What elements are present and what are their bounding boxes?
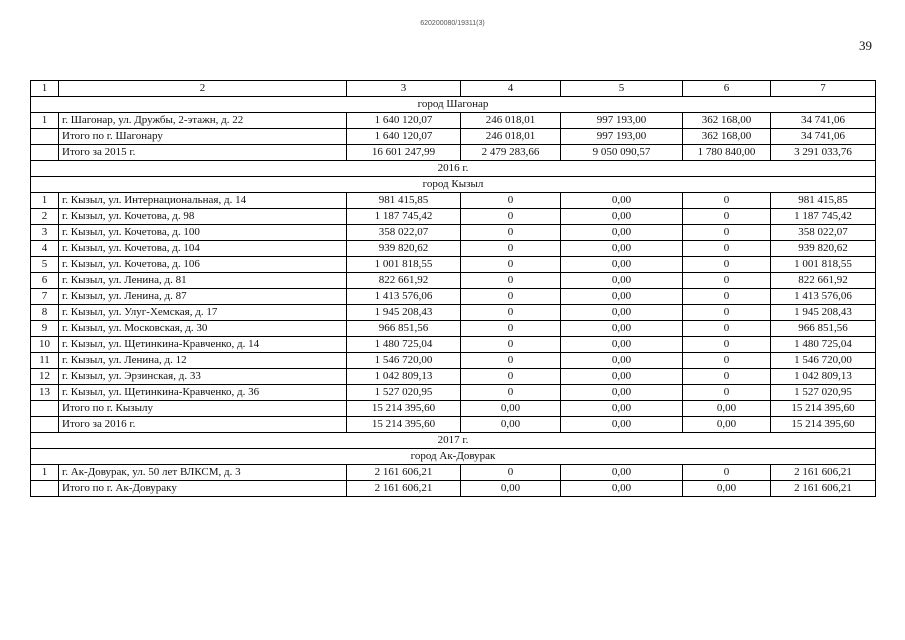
amount-total: 1 640 120,07 (347, 129, 461, 145)
row-number: 12 (31, 369, 59, 385)
amount-total: 1 640 120,07 (347, 113, 461, 129)
amount-col5: 0,00 (561, 417, 683, 433)
address-cell: г. Кызыл, ул. Кочетова, д. 106 (59, 257, 347, 273)
amount-col6: 362 168,00 (683, 113, 771, 129)
row-number: 3 (31, 225, 59, 241)
amount-col4: 0 (461, 257, 561, 273)
table-row (31, 337, 876, 353)
table-row (31, 465, 876, 481)
amount-col4: 0 (461, 337, 561, 353)
amount-col7: 1 001 818,55 (771, 257, 876, 273)
section-header-row (31, 433, 876, 449)
address-cell: г. Кызыл, ул. Эрзинская, д. 33 (59, 369, 347, 385)
row-number: 9 (31, 321, 59, 337)
table-row (31, 385, 876, 401)
amount-col6: 1 780 840,00 (683, 145, 771, 161)
amount-col4: 0 (461, 193, 561, 209)
amount-col4: 0 (461, 353, 561, 369)
amount-col7: 1 480 725,04 (771, 337, 876, 353)
amount-col4: 0 (461, 465, 561, 481)
table-row (31, 321, 876, 337)
amount-col6: 0 (683, 209, 771, 225)
address-cell: г. Кызыл, ул. Ленина, д. 12 (59, 353, 347, 369)
amount-total: 1 945 208,43 (347, 305, 461, 321)
amount-col5: 0,00 (561, 193, 683, 209)
amount-col4: 0,00 (461, 401, 561, 417)
amount-total: 1 413 576,06 (347, 289, 461, 305)
amount-col4: 0 (461, 321, 561, 337)
amount-col4: 0 (461, 385, 561, 401)
amount-col6: 0 (683, 273, 771, 289)
amount-col7: 2 161 606,21 (771, 481, 876, 497)
amount-col4: 246 018,01 (461, 113, 561, 129)
amount-col6: 0 (683, 289, 771, 305)
amount-col4: 246 018,01 (461, 129, 561, 145)
section-header-row (31, 97, 876, 113)
row-number: 8 (31, 305, 59, 321)
address-cell: г. Кызыл, ул. Щетинкина-Кравченко, д. 36 (59, 385, 347, 401)
column-header: 1 (31, 81, 59, 97)
amount-col7: 2 161 606,21 (771, 465, 876, 481)
address-cell: г. Кызыл, ул. Ленина, д. 81 (59, 273, 347, 289)
address-cell: Итого по г. Шагонару (59, 129, 347, 145)
amount-col6: 362 168,00 (683, 129, 771, 145)
amount-col4: 0,00 (461, 481, 561, 497)
amount-col5: 0,00 (561, 241, 683, 257)
amount-col4: 0,00 (461, 417, 561, 433)
page-number: 39 (859, 38, 872, 53)
address-cell: г. Кызыл, ул. Кочетова, д. 104 (59, 241, 347, 257)
table-row (31, 305, 876, 321)
section-title: 2016 г. (31, 161, 876, 177)
row-number: 1 (31, 113, 59, 129)
column-header: 4 (461, 81, 561, 97)
amount-col5: 9 050 090,57 (561, 145, 683, 161)
amount-total: 1 527 020,95 (347, 385, 461, 401)
amount-col5: 0,00 (561, 273, 683, 289)
amount-col5: 0,00 (561, 481, 683, 497)
address-cell: г. Ак-Довурак, ул. 50 лет ВЛКСМ, д. 3 (59, 465, 347, 481)
amount-col7: 3 291 033,76 (771, 145, 876, 161)
amount-col7: 15 214 395,60 (771, 417, 876, 433)
table-row (31, 417, 876, 433)
section-header-row (31, 177, 876, 193)
amount-col6: 0 (683, 305, 771, 321)
amount-col7: 34 741,06 (771, 129, 876, 145)
amount-total: 822 661,92 (347, 273, 461, 289)
amount-total: 1 546 720,00 (347, 353, 461, 369)
section-title: город Шагонар (31, 97, 876, 113)
amount-col6: 0 (683, 369, 771, 385)
table-row (31, 289, 876, 305)
column-header: 5 (561, 81, 683, 97)
amount-col5: 0,00 (561, 305, 683, 321)
amount-col7: 15 214 395,60 (771, 401, 876, 417)
table-row (31, 257, 876, 273)
row-number (31, 417, 59, 433)
section-header-row (31, 449, 876, 465)
amount-col7: 981 415,85 (771, 193, 876, 209)
amount-col6: 0,00 (683, 401, 771, 417)
address-cell: г. Кызыл, ул. Кочетова, д. 100 (59, 225, 347, 241)
section-title: город Кызыл (31, 177, 876, 193)
column-header: 3 (347, 81, 461, 97)
amount-col7: 358 022,07 (771, 225, 876, 241)
amount-total: 981 415,85 (347, 193, 461, 209)
amount-col7: 1 527 020,95 (771, 385, 876, 401)
amount-total: 1 001 818,55 (347, 257, 461, 273)
amount-total: 2 161 606,21 (347, 481, 461, 497)
row-number: 13 (31, 385, 59, 401)
amount-col4: 0 (461, 289, 561, 305)
amount-col4: 0 (461, 209, 561, 225)
table-row (31, 401, 876, 417)
table-row (31, 225, 876, 241)
amount-col5: 0,00 (561, 209, 683, 225)
amount-col5: 0,00 (561, 353, 683, 369)
amount-col5: 997 193,00 (561, 113, 683, 129)
amount-col5: 0,00 (561, 401, 683, 417)
table-row (31, 353, 876, 369)
amount-total: 1 187 745,42 (347, 209, 461, 225)
amount-col6: 0 (683, 321, 771, 337)
row-number: 7 (31, 289, 59, 305)
column-number-row (31, 81, 876, 97)
amount-col6: 0 (683, 465, 771, 481)
table-row (31, 113, 876, 129)
amount-col5: 997 193,00 (561, 129, 683, 145)
document-id: 620200080/19311(3) (420, 20, 485, 27)
amount-col4: 0 (461, 241, 561, 257)
column-header: 2 (59, 81, 347, 97)
amount-col7: 822 661,92 (771, 273, 876, 289)
row-number: 1 (31, 465, 59, 481)
table-row (31, 273, 876, 289)
amount-col7: 1 187 745,42 (771, 209, 876, 225)
address-cell: Итого по г. Кызылу (59, 401, 347, 417)
row-number (31, 145, 59, 161)
address-cell: г. Кызыл, ул. Интернациональная, д. 14 (59, 193, 347, 209)
amount-total: 15 214 395,60 (347, 401, 461, 417)
amount-col6: 0 (683, 257, 771, 273)
table-row (31, 369, 876, 385)
amount-col5: 0,00 (561, 369, 683, 385)
amount-col7: 1 945 208,43 (771, 305, 876, 321)
amount-col4: 0 (461, 225, 561, 241)
amount-col6: 0,00 (683, 417, 771, 433)
amount-col7: 1 042 809,13 (771, 369, 876, 385)
row-number: 1 (31, 193, 59, 209)
row-number: 6 (31, 273, 59, 289)
table-row (31, 145, 876, 161)
amount-total: 2 161 606,21 (347, 465, 461, 481)
amount-col5: 0,00 (561, 321, 683, 337)
row-number: 11 (31, 353, 59, 369)
amount-col5: 0,00 (561, 257, 683, 273)
section-title: 2017 г. (31, 433, 876, 449)
amount-total: 1 042 809,13 (347, 369, 461, 385)
amount-col7: 1 413 576,06 (771, 289, 876, 305)
address-cell: Итого за 2015 г. (59, 145, 347, 161)
table-row (31, 481, 876, 497)
amount-col6: 0 (683, 337, 771, 353)
row-number: 10 (31, 337, 59, 353)
table-row (31, 209, 876, 225)
address-cell: г. Шагонар, ул. Дружбы, 2-этажн, д. 22 (59, 113, 347, 129)
row-number (31, 401, 59, 417)
row-number (31, 129, 59, 145)
address-cell: г. Кызыл, ул. Ленина, д. 87 (59, 289, 347, 305)
address-cell: Итого за 2016 г. (59, 417, 347, 433)
table-row (31, 193, 876, 209)
table-body (31, 81, 876, 497)
amount-total: 358 022,07 (347, 225, 461, 241)
amount-col6: 0 (683, 353, 771, 369)
amount-col5: 0,00 (561, 465, 683, 481)
amount-total: 966 851,56 (347, 321, 461, 337)
amount-col6: 0 (683, 193, 771, 209)
section-title: город Ак-Довурак (31, 449, 876, 465)
row-number: 2 (31, 209, 59, 225)
table-row (31, 129, 876, 145)
amount-col5: 0,00 (561, 385, 683, 401)
address-cell: г. Кызыл, ул. Кочетова, д. 98 (59, 209, 347, 225)
amount-col7: 966 851,56 (771, 321, 876, 337)
table-row (31, 241, 876, 257)
amount-col4: 0 (461, 305, 561, 321)
amount-total: 15 214 395,60 (347, 417, 461, 433)
amount-col5: 0,00 (561, 225, 683, 241)
row-number (31, 481, 59, 497)
amount-col6: 0 (683, 241, 771, 257)
address-cell: г. Кызыл, ул. Щетинкина-Кравченко, д. 14 (59, 337, 347, 353)
amount-col7: 939 820,62 (771, 241, 876, 257)
amount-col6: 0,00 (683, 481, 771, 497)
amount-col6: 0 (683, 225, 771, 241)
amount-total: 1 480 725,04 (347, 337, 461, 353)
amount-total: 939 820,62 (347, 241, 461, 257)
column-header: 6 (683, 81, 771, 97)
amount-col7: 34 741,06 (771, 113, 876, 129)
amount-col6: 0 (683, 385, 771, 401)
address-cell: г. Кызыл, ул. Улуг-Хемская, д. 17 (59, 305, 347, 321)
amount-col5: 0,00 (561, 337, 683, 353)
amount-col7: 1 546 720,00 (771, 353, 876, 369)
amount-col4: 0 (461, 273, 561, 289)
row-number: 5 (31, 257, 59, 273)
column-header: 7 (771, 81, 876, 97)
section-header-row (31, 161, 876, 177)
address-cell: г. Кызыл, ул. Московская, д. 30 (59, 321, 347, 337)
address-cell: Итого по г. Ак-Довураку (59, 481, 347, 497)
row-number: 4 (31, 241, 59, 257)
amount-col4: 2 479 283,66 (461, 145, 561, 161)
amount-total: 16 601 247,99 (347, 145, 461, 161)
amount-col5: 0,00 (561, 289, 683, 305)
amount-col4: 0 (461, 369, 561, 385)
financing-table (30, 80, 876, 497)
